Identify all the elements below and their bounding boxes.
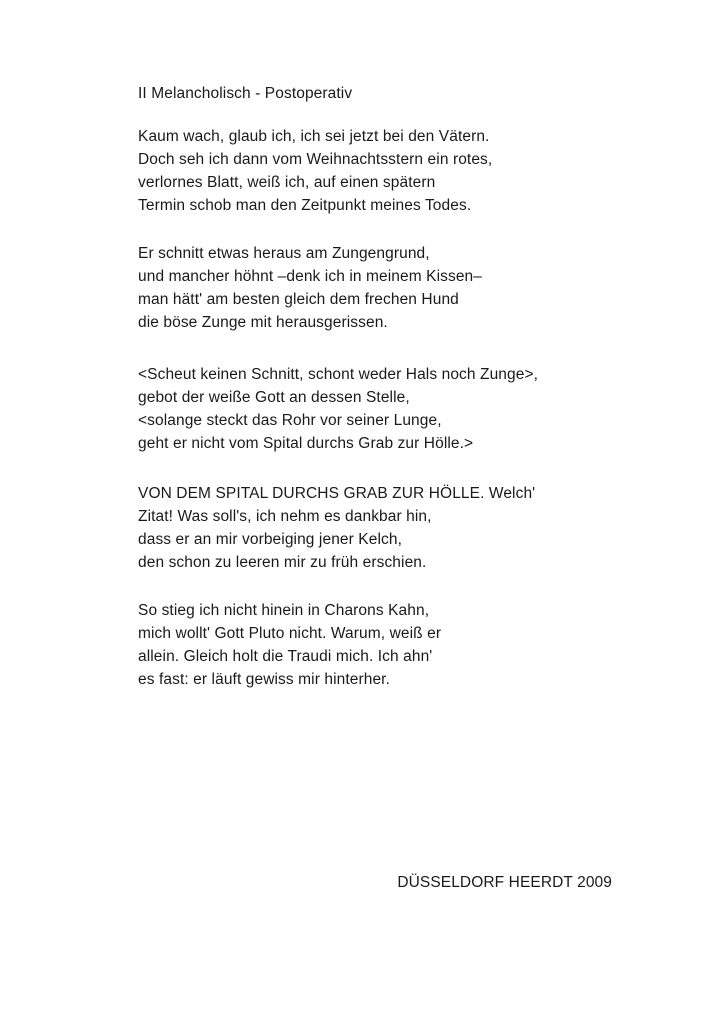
- poem-line: und mancher höhnt –denk ich in meinem Kissen–: [138, 268, 482, 285]
- poem-line: So stieg ich nicht hinein in Charons Kahn,: [138, 602, 430, 619]
- poem-line: <solange steckt das Rohr vor seiner Lunge,: [138, 412, 442, 429]
- poem-line: den schon zu leeren mir zu früh erschien.: [138, 554, 427, 571]
- stanza-2: [138, 242, 482, 334]
- stanza-1: [138, 125, 492, 217]
- poem-title: II Melancholisch - Postoperativ: [138, 85, 353, 102]
- poem-line: es fast: er läuft gewiss mir hinterher.: [138, 671, 390, 688]
- poem-line: dass er an mir vorbeiging jener Kelch,: [138, 531, 402, 548]
- poem-line: mich wollt' Gott Pluto nicht. Warum, weiß er: [138, 625, 442, 642]
- stanza-5: [138, 599, 441, 691]
- poem-line: die böse Zunge mit herausgerissen.: [138, 314, 388, 331]
- place-date-footer: DÜSSELDORF HEERDT 2009: [397, 874, 612, 891]
- poem-line: gebot der weiße Gott an dessen Stelle,: [138, 389, 410, 406]
- poem-line: VON DEM SPITAL DURCHS GRAB ZUR HÖLLE. Welch': [138, 485, 536, 502]
- poem-line: geht er nicht vom Spital durchs Grab zur Hölle.>: [138, 435, 474, 452]
- poem-line: man hätt' am besten gleich dem frechen Hund: [138, 291, 459, 308]
- stanza-3: [138, 363, 538, 455]
- poem-line: Termin schob man den Zeitpunkt meines Todes.: [138, 197, 472, 214]
- poem-line: Kaum wach, glaub ich, ich sei jetzt bei den Vätern.: [138, 128, 490, 145]
- poem-line: allein. Gleich holt die Traudi mich. Ich ahn': [138, 648, 433, 665]
- poem-line: verlornes Blatt, weiß ich, auf einen spätern: [138, 174, 436, 191]
- poem-line: Zitat! Was soll's, ich nehm es dankbar hin,: [138, 508, 432, 525]
- stanza-4: [138, 482, 535, 574]
- poem-line: Doch seh ich dann vom Weihnachtsstern ein rotes,: [138, 151, 493, 168]
- poem-line: Er schnitt etwas heraus am Zungengrund,: [138, 245, 430, 262]
- poem-line: <Scheut keinen Schnitt, schont weder Hals noch Zunge>,: [138, 366, 539, 383]
